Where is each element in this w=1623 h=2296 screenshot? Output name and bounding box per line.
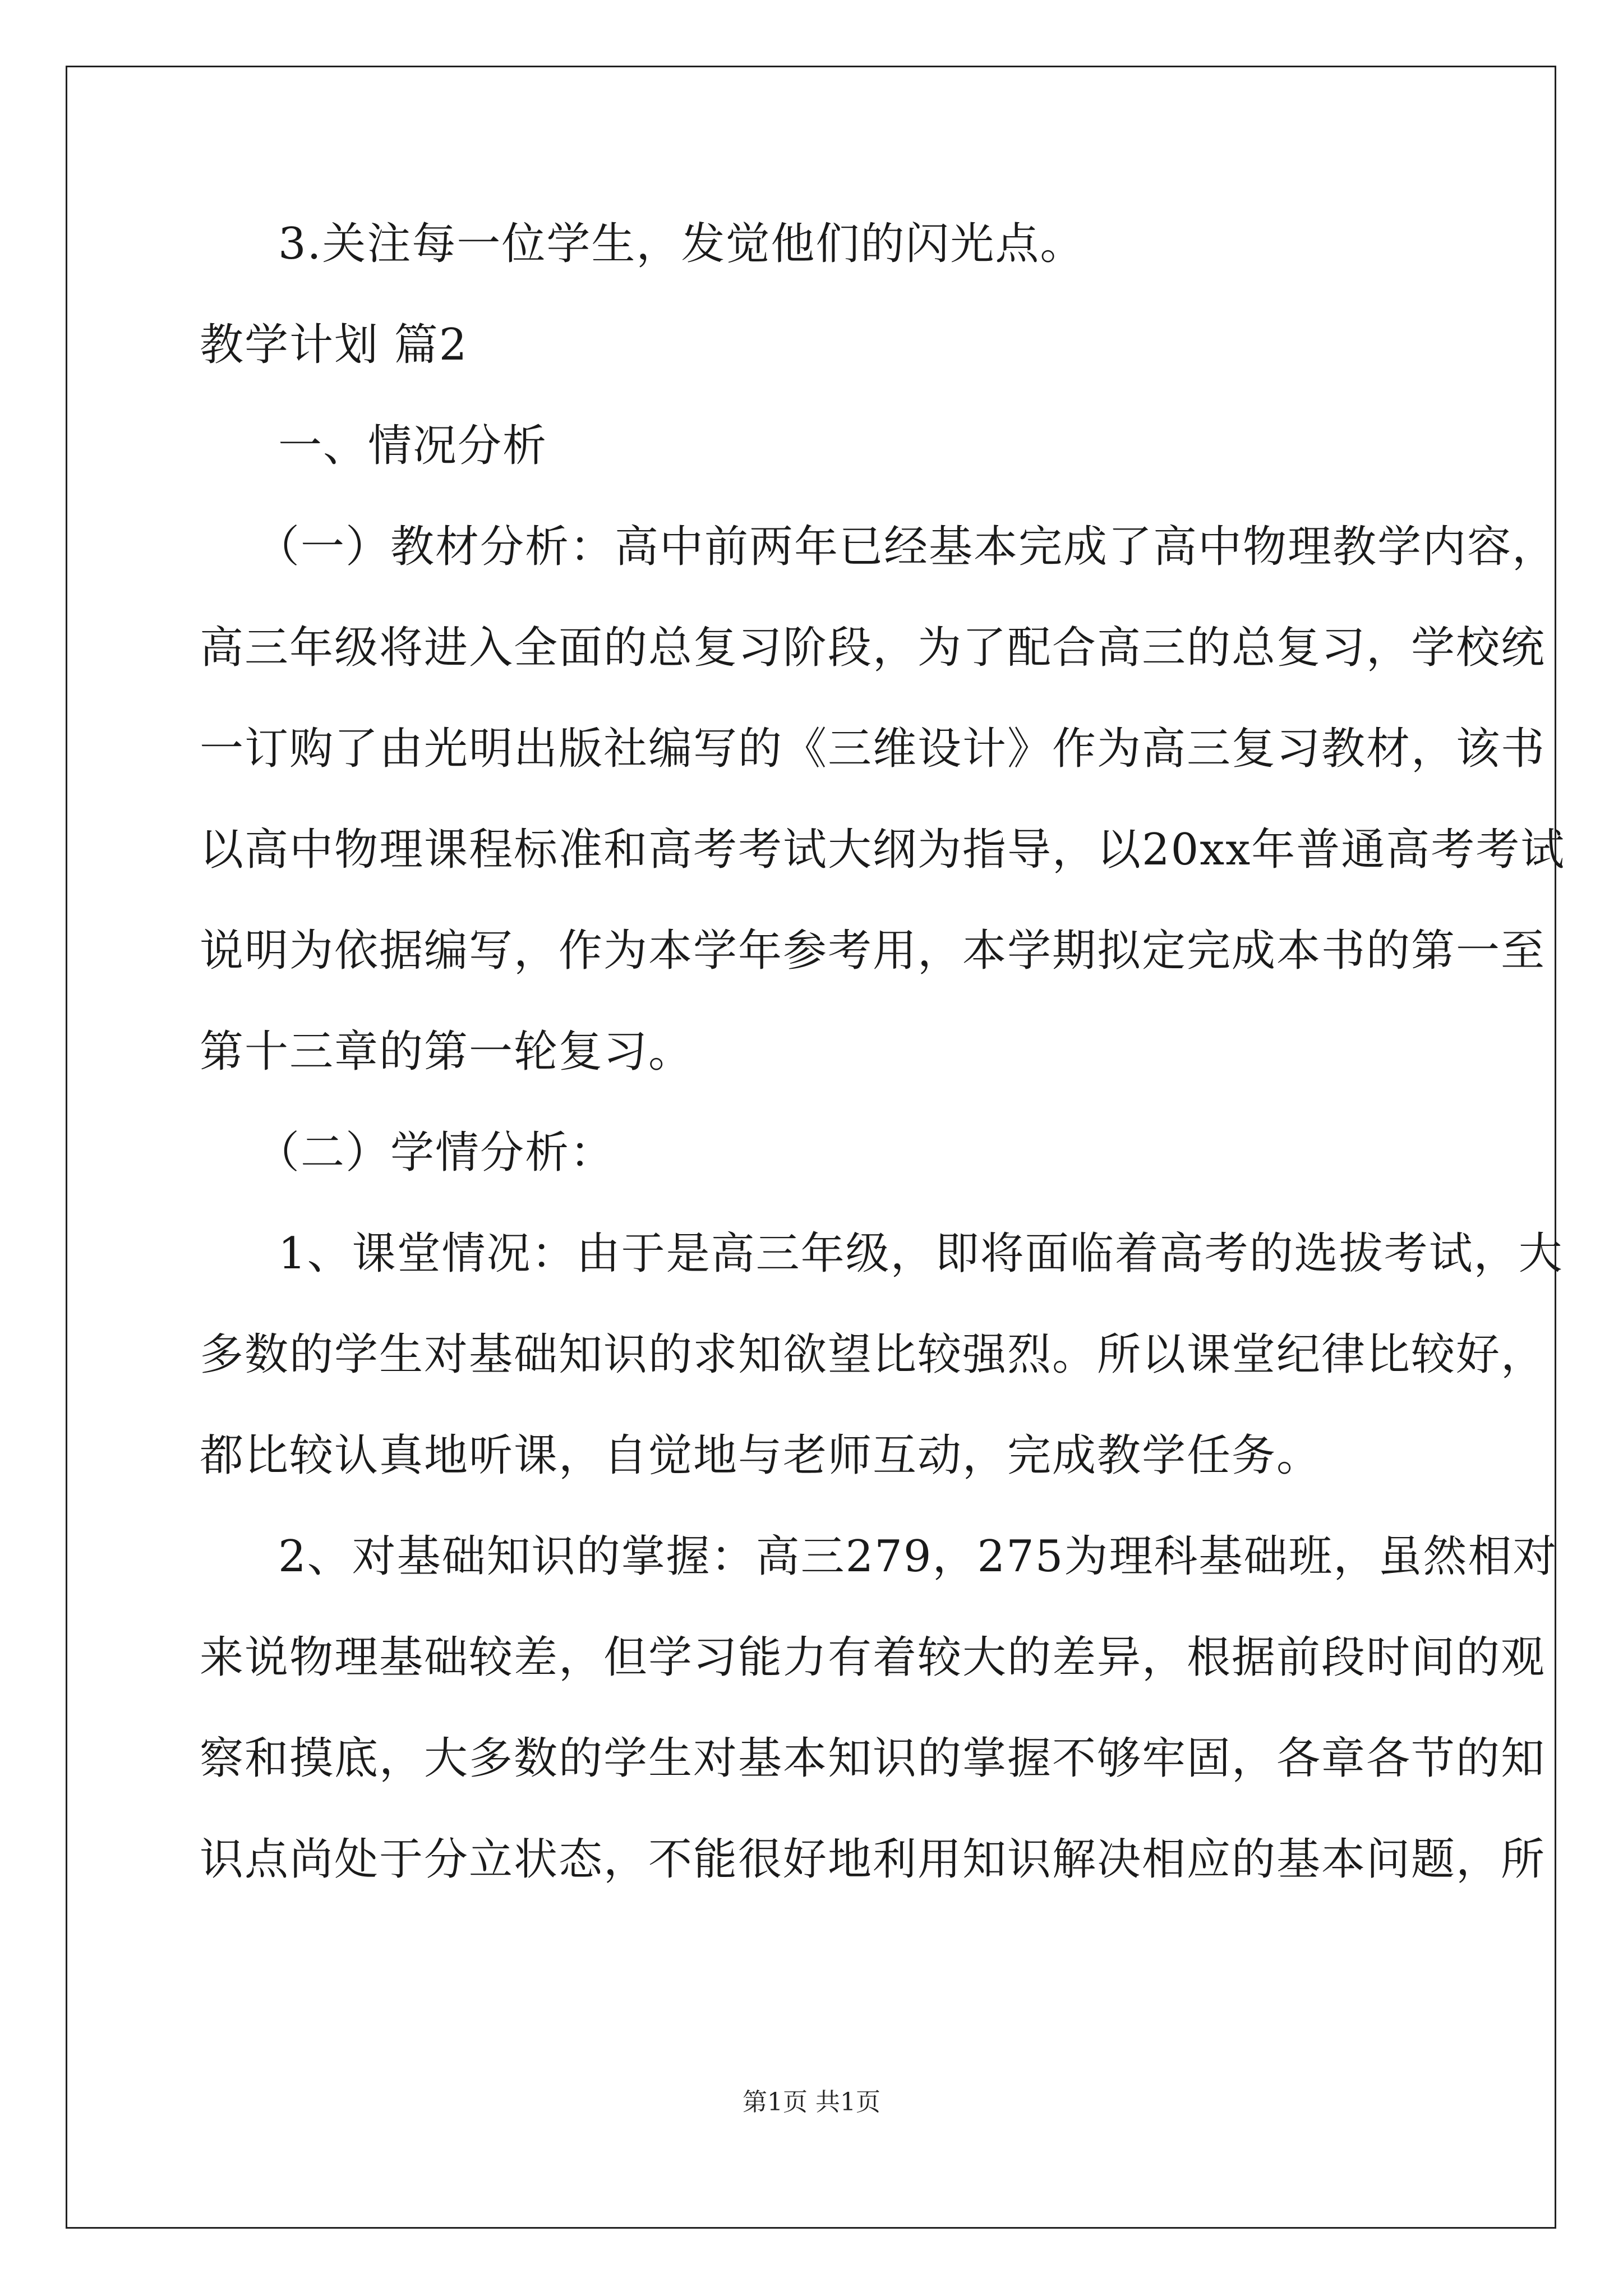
paragraph-line: 高三年级将进入全面的总复习阶段，为了配合高三的总复习，学校统 <box>200 623 1546 673</box>
subsection-heading: 一、情况分析 <box>278 421 548 471</box>
paragraph-line: 察和摸底，大多数的学生对基本知识的掌握不够牢固，各章各节的知 <box>200 1733 1546 1784</box>
paragraph-line: 来说物理基础较差，但学习能力有着较大的差异，根据前段时间的观 <box>200 1632 1546 1683</box>
paragraph-line: 一订购了由光明出版社编写的《三维设计》作为高三复习教材，该书 <box>200 724 1546 774</box>
paragraph-line: 2、对基础知识的掌握：高三279，275为理科基础班，虽然相对 <box>278 1531 1558 1582</box>
paragraph-line: 都比较认真地听课，自觉地与老师互动，完成教学任务。 <box>200 1430 1322 1481</box>
subsection-heading: （二）学情分析： <box>256 1128 615 1178</box>
paragraph-line: 识点尚处于分立状态，不能很好地利用知识解决相应的基本问题，所 <box>200 1834 1546 1885</box>
paragraph-line: 1、课堂情况：由于是高三年级，即将面临着高考的选拔考试，大 <box>278 1228 1564 1279</box>
paragraph-line: 第十三章的第一轮复习。 <box>200 1027 694 1077</box>
paragraph-line: 多数的学生对基础知识的求知欲望比较强烈。所以课堂纪律比较好， <box>200 1329 1546 1380</box>
paragraph-line: 3.关注每一位学生，发觉他们的闪光点。 <box>278 219 1085 269</box>
paragraph-line: 说明为依据编写，作为本学年参考用，本学期拟定完成本书的第一至 <box>200 926 1546 976</box>
page-footer: 第1页 共1页 <box>743 2088 880 2116</box>
paragraph-line: 以高中物理课程标准和高考考试大纲为指导，以20xx年普通高考考试 <box>200 825 1566 875</box>
section-heading: 教学计划 篇2 <box>200 320 468 370</box>
paragraph-line: （一）教材分析：高中前两年已经基本完成了高中物理教学内容， <box>256 522 1557 572</box>
